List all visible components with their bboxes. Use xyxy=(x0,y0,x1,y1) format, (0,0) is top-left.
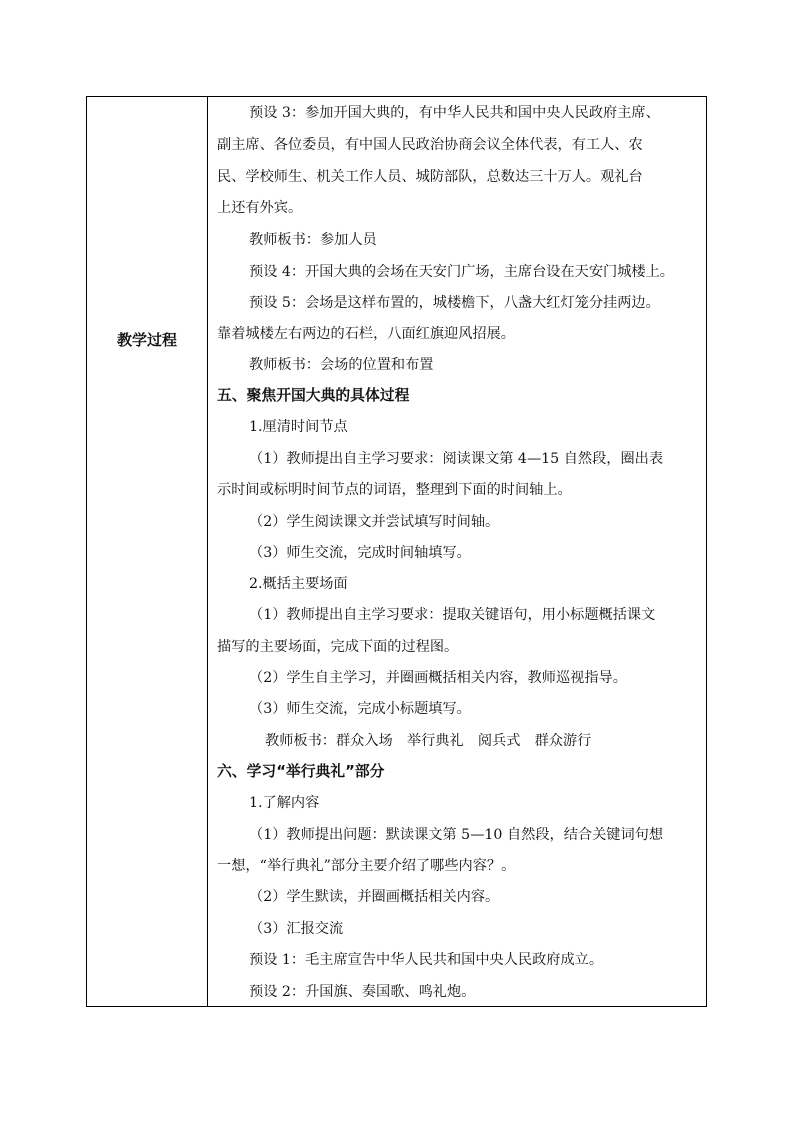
paragraph-line: 预设 4：开国大典的会场在天安门广场，主席台设在天安门城楼上。 xyxy=(249,264,674,280)
paragraph-line: 预设 1：毛主席宣告中华人民共和国中央人民政府成立。 xyxy=(249,952,604,968)
row-label: 教学过程 xyxy=(116,331,177,349)
subheading: 1.了解内容 xyxy=(249,795,320,811)
paragraph-line: 靠着城楼左右两边的石栏，八面红旗迎风招展。 xyxy=(217,326,515,342)
paragraph-line: 示时间或标明时间节点的词语，整理到下面的时间轴上。 xyxy=(217,482,572,498)
paragraph-line: （3）师生交流，完成时间轴填写。 xyxy=(249,545,471,561)
paragraph-line: 上还有外宾。 xyxy=(217,200,303,216)
paragraph-line: 一想，“举行典礼”部分主要介绍了哪些内容？。 xyxy=(217,858,516,874)
section-heading: 六、学习“举行典礼”部分 xyxy=(217,763,385,780)
paragraph-line: （3）师生交流，完成小标题填写。 xyxy=(249,701,471,717)
paragraph-line: （2）学生默读，并圈画概括相关内容。 xyxy=(249,889,500,905)
paragraph-line: 民、学校师生、机关工作人员、城防部队，总数达三十万人。观礼台 xyxy=(217,169,643,185)
paragraph-line: 预设 5：会场是这样布置的，城楼檐下，八盏大红灯笼分挂两边。 xyxy=(249,295,660,311)
paragraph-line: 教师板书：参加人员 xyxy=(249,232,377,248)
lesson-table xyxy=(86,96,707,1007)
column-divider xyxy=(207,97,208,1006)
paragraph-line: （2）学生阅读课文并尝试填写时间轴。 xyxy=(249,514,500,530)
paragraph-line: 预设 2：升国旗、奏国歌、鸣礼炮。 xyxy=(249,984,476,1000)
paragraph-line: （1）教师提出自主学习要求：提取关键语句，用小标题概括课文 xyxy=(249,607,656,623)
paragraph-line: （3）汇报交流 xyxy=(249,921,344,937)
paragraph-line: 教师板书：会场的位置和布置 xyxy=(249,357,434,373)
paragraph-line: （1）教师提出自主学习要求：阅读课文第 4—15 自然段，圈出表 xyxy=(249,451,664,467)
paragraph-line: 预设 3：参加开国大典的，有中华人民共和国中央人民政府主席、 xyxy=(249,105,660,121)
subheading: 1.厘清时间节点 xyxy=(249,419,348,435)
paragraph-line: 描写的主要场面，完成下面的过程图。 xyxy=(217,639,459,655)
paragraph-line: （2）学生自主学习，并圈画概括相关内容，教师巡视指导。 xyxy=(249,670,627,686)
paragraph-line: 教师板书：群众入场 举行典礼 阅兵式 群众游行 xyxy=(265,733,592,749)
paragraph-line: （1）教师提出问题：默读课文第 5—10 自然段，结合关键词句想 xyxy=(249,827,664,843)
section-heading: 五、聚焦开国大典的具体过程 xyxy=(217,387,410,404)
paragraph-line: 副主席、各位委员，有中国人民政治协商会议全体代表，有工人、农 xyxy=(217,137,643,153)
subheading: 2.概括主要场面 xyxy=(249,576,348,592)
